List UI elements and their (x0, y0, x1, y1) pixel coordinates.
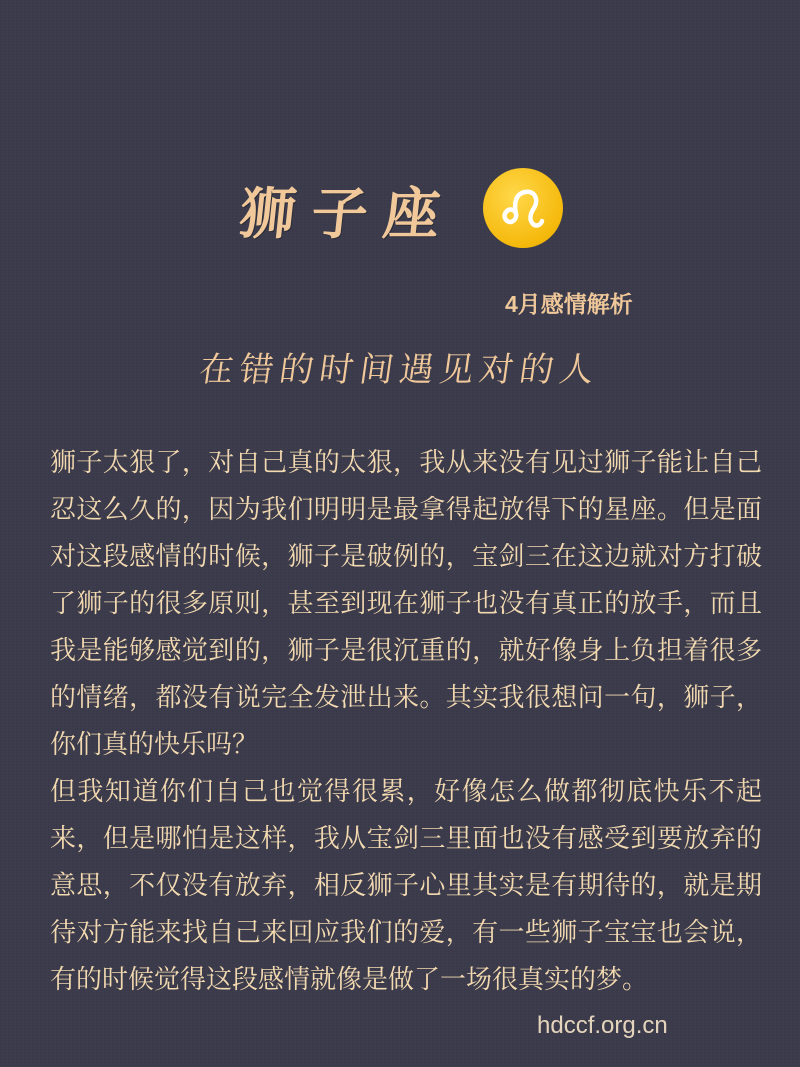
paragraph-1: 狮子太狠了，对自己真的太狠，我从来没有见过狮子能让自己忍这么久的，因为我们明明是最拿得起放得下的星座。但是面对这段感情的时候，狮子是破例的，宝剑三在这边就对方打破了狮子的很多原则，甚至到现在狮子也没有真正的放手，而且我是能够感觉到的，狮子是很沉重的，就好像身上负担着很多的情绪，都没有说完全发泄出来。其实我很想问一句，狮子，你们真的快乐吗？ (50, 448, 762, 760)
paragraph-2: 但我知道你们自己也觉得很累，好像怎么做都彻底快乐不起来，但是哪怕是这样，我从宝剑三里面也没有感受到要放弃的意思，不仅没有放弃，相反狮子心里其实是有期待的，就是期待对方能来找自己来回应我们的爱，有一些狮子宝宝也会说，有的时候觉得这段感情就像是做了一场很真实的梦。 (50, 777, 762, 995)
page-subtitle: 4月感情解析 (505, 291, 633, 317)
page-title: 狮子座 (236, 181, 460, 247)
title-row (0, 168, 800, 248)
leo-sign-icon (483, 168, 563, 248)
watermark: hdccf.org.cn (537, 1012, 668, 1039)
headline: 在错的时间遇见对的人 (196, 350, 603, 390)
article-body (50, 440, 762, 1004)
leo-glyph-icon (497, 182, 549, 234)
